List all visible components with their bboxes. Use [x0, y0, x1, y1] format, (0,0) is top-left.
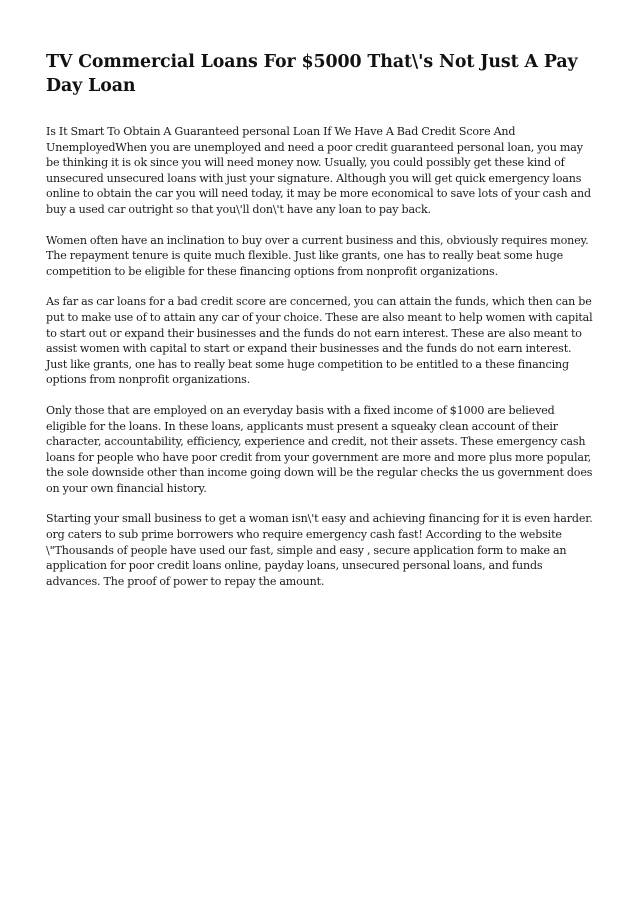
paragraph-4: Only those that are employed on an everyday basis with a fixed income of $1000 are believed eligible for the loans. In these loans, applicants must present a squeaky clean account of their character, accountability, efficiency, experience and credit, not their assets. These emergency cash loans for people who have poor credit from your government are more and more plus more popular, the sole downside other than income going down will be the regular checks the us government does on your own financial history. — [46, 403, 593, 495]
paragraph-5: Starting your small business to get a woman isn\'t easy and achieving financing for it is even harder. org caters to sub prime borrowers who require emergency cash fast! According to the website \"Thousands of people have used our fast, simple and easy , secure application form to make an application for poor credit loans online, payday loans, unsecured personal loans, and funds advances. The proof of power to repay the amount. — [46, 512, 593, 588]
paragraph-1: Is It Smart To Obtain A Guaranteed personal Loan If We Have A Bad Credit Score And UnemployedWhen you are unemployed and need a poor credit guaranteed personal loan, you may be thinking it is ok since you will need money now. Usually, you could possibly get these kind of unsecured unsecured loans with just your signature. Although you will get quick emergency loans online to obtain the car you will need today, it may be more economical to save lots of your cash and buy a used car outright so that you\'ll don\'t have any loan to pay back. — [46, 125, 591, 216]
document-page — [46, 50, 594, 604]
paragraph-2: Women often have an inclination to buy over a current business and this, obviously requires money. The repayment tenure is quite much flexible. Just like grants, one has to really beat some huge competition to be eligible for these financing options from nonprofit organizations. — [46, 233, 589, 278]
page-title: TV Commercial Loans For $5000 That\'s Not Just A Pay Day Loan — [46, 52, 578, 96]
paragraph-3: As far as car loans for a bad credit score are concerned, you can attain the funds, which then can be put to make use of to attain any car of your choice. These are also meant to help women with capital to start out or expand their businesses and the funds do not earn interest. These are also meant to assist women with capital to start or expand their businesses and the funds do not earn interest. Just like grants, one has to really beat some huge competition to be entitled to a these financing options from nonprofit organizations. — [46, 295, 593, 387]
